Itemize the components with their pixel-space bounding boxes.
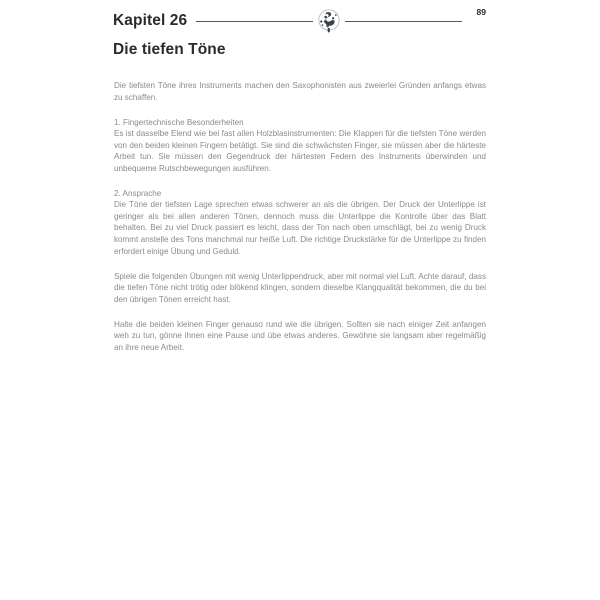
- header-rule-left: [196, 21, 313, 22]
- header-rule-right: [345, 21, 462, 22]
- chapter-label: Kapitel 26: [113, 12, 188, 30]
- saxophone-ornament-icon: [314, 6, 344, 36]
- page-number-container: [462, 8, 486, 34]
- finger-technique-paragraph: Halte die beiden kleinen Finger genauso rund wie die übrigen. Sollten sie nach einiger Zeit anfangen weh zu tun, gönne ihnen eine Pause und übe etwas anderes. Gewöhne sie langsam aber regelmäßig an ihre neue Arbeit.: [114, 319, 486, 352]
- page-number: 89: [476, 7, 487, 17]
- section-1-paragraph: Es ist dasselbe Elend wie bei fast allen Holzblasinstrumenten: Die Klappen für die tiefsten Töne werden von den beiden kleinen Fingern betätigt. Sie sind die schwächsten Finger, sie müssen aber die härteste Arbeit tun. Sie müssen den Gegendruck der härtesten Federn des Instruments überwinden und unbequeme Rutschbewegungen ausführen.: [114, 129, 486, 173]
- page-title: Die tiefen Töne: [113, 41, 226, 58]
- body-text-column: [114, 80, 486, 353]
- chapter-header: [113, 8, 486, 34]
- section-2-paragraph: Die Töne der tiefsten Lage sprechen etwas schwerer an als die übrigen. Der Druck der Unterlippe ist geringer als bei allen anderen Tönen, dennoch muss die Unterlippe die Kontrolle über das Blatt behalten. Bei zu viel Druck passiert es leicht, dass der Ton nach oben umschlägt, bei zu wenig Druck kommt anstelle des Tons manchmal nur heiße Luft. Die richtige Druckstärke für die Unterlippe zu finden erfordert einige Übung und Geduld.: [114, 200, 486, 256]
- section-2-heading: 2. Ansprache: [114, 188, 162, 198]
- intro-paragraph: Die tiefsten Töne ihres Instruments machen den Saxophonisten aus zweierlei Gründen anfangs etwas zu schaffen.: [114, 81, 486, 102]
- exercise-instruction-paragraph: Spiele die folgenden Übungen mit wenig Unterlippendruck, aber mit normal viel Luft. Achte darauf, dass die tiefen Töne nicht trötig oder blökend klingen, sondern dieselbe Klangqualität bekommen, die du bei den übrigen Tönen erreicht hast.: [114, 271, 486, 304]
- section-1-heading: 1. Fingertechnische Besonderheiten: [114, 117, 244, 127]
